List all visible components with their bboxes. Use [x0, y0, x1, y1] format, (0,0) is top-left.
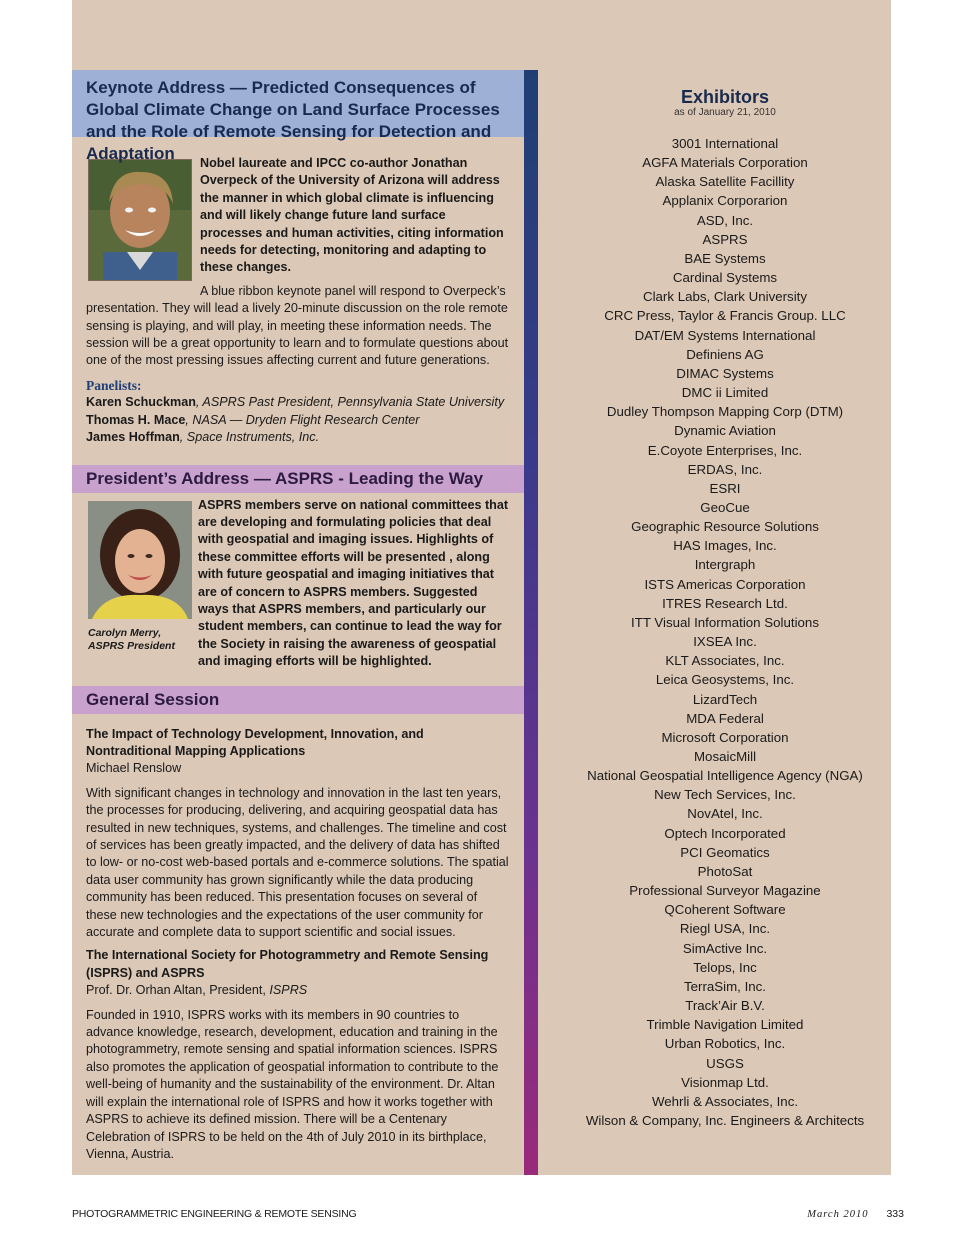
- exhibitor-item: MDA Federal: [686, 710, 764, 726]
- exhibitor-item: DMC ii Limited: [681, 385, 769, 401]
- general-session-heading: General Session: [72, 686, 524, 714]
- footer-right: [807, 1208, 904, 1220]
- panelist-name: Thomas H. Mace: [86, 412, 186, 427]
- exhibitor-item: ITT Visual Information Solutions: [631, 614, 819, 630]
- overpeck-photo: [88, 159, 192, 281]
- exhibitor-item: Telops, Inc: [693, 959, 757, 975]
- keynote-section: [72, 155, 524, 447]
- exhibitor-item: Trimble Navigation Limited: [646, 1017, 804, 1033]
- exhibitor-item: TerraSim, Inc.: [683, 978, 766, 994]
- exhibitor-item: ITRES Research Ltd.: [662, 595, 788, 611]
- footer-journal: PHOTOGRAMMETRIC ENGINEERING & REMOTE SENSING: [72, 1208, 357, 1220]
- talk-title: The Impact of Technology Development, Innovation, and Nontraditional Mapping Applications: [86, 726, 424, 758]
- talk-speaker-org: ISPRS: [269, 983, 308, 998]
- exhibitor-item: Cardinal Systems: [672, 270, 778, 286]
- exhibitor-item: Professional Surveyor Magazine: [629, 883, 821, 899]
- left-column: [72, 70, 524, 1163]
- exhibitor-item: ISTS Americas Corporation: [644, 576, 806, 592]
- talk-abstract: With significant changes in technology and innovation in the last ten years, the processes for producing, delivering, and acquiring geospatial data has resulted in new techniques, systems, and challenges. The timeline and cost of services has been greatly impacted, and the delivery of data has shifted to low- or no-cost web-based portals and e-commerce solutions. The spatial data user community has grown significantly while the data producing community has been reduced. This presentation focuses on several of these new technologies and the expectations of the user community for accurate and complete data to support scientific and social issues.: [86, 785, 509, 940]
- exhibitor-item: MosaicMill: [693, 749, 757, 764]
- talk-speaker: Michael Renslow: [86, 761, 182, 776]
- exhibitor-item: Definiens AG: [686, 346, 764, 362]
- keynote-lead: Nobel laureate and IPCC co-author Jonathan Overpeck of the University of Arizona will address the manner in which global climate is influencing and will likely change future land surface processes and human activities, citing information needs for detecting, monitoring and adapting to these changes.: [200, 156, 504, 275]
- exhibitor-item: Dudley Thompson Mapping Corp (DTM): [606, 404, 844, 420]
- panelist-name: James Hoffman: [86, 430, 180, 445]
- exhibitor-item: Dynamic Aviation: [674, 423, 776, 439]
- photo-caption: [88, 627, 192, 653]
- exhibitor-item: Alaska Satellite Facillity: [655, 174, 795, 190]
- talk-speaker-line: [86, 982, 510, 999]
- exhibitor-item: Wilson & Company, Inc. Engineers & Architects: [585, 1112, 865, 1128]
- panelist-affiliation: , ASPRS Past President, Pennsylvania State University: [195, 395, 505, 410]
- panelist-item: [86, 412, 510, 429]
- merry-photo: [88, 501, 192, 619]
- exhibitor-item: ASD, Inc.: [696, 212, 754, 228]
- exhibitor-item: BAE Systems: [684, 250, 766, 266]
- exhibitor-item: Riegl USA, Inc.: [679, 921, 771, 937]
- exhibitor-item: Applanix Corporarion: [662, 193, 788, 209]
- exhibitor-item: NovAtel, Inc.: [687, 806, 763, 822]
- exhibitor-item: ASPRS: [702, 231, 748, 247]
- keynote-body: A blue ribbon keynote panel will respond to Overpeck’s presentation. They will lead a lively 20-minute discussion on the role remote sensing is playing, and will play, in meeting these information needs. The session will be a great opportunity to learn and to formulate questions about one of the most pressing issues affecting current and future generations.: [86, 283, 509, 368]
- exhibitor-item: CRC Press, Taylor & Francis Group. LLC: [604, 308, 846, 324]
- exhibitor-item: HAS Images, Inc.: [673, 538, 777, 554]
- exhibitor-item: SimActive Inc.: [682, 940, 768, 956]
- exhibitor-item: Visionmap Ltd.: [681, 1074, 769, 1090]
- general-session-section: [72, 726, 524, 1164]
- exhibitor-item: Clark Labs, Clark University: [642, 289, 808, 305]
- president-section: [72, 497, 524, 671]
- exhibitors-column: [560, 70, 890, 1130]
- caption-role: ASPRS President: [88, 639, 175, 652]
- exhibitor-item: ERDAS, Inc.: [687, 461, 763, 477]
- exhibitors-title: Exhibitors: [680, 87, 769, 107]
- exhibitor-item: Wehrli & Associates, Inc.: [651, 1093, 799, 1109]
- exhibitor-item: LizardTech: [692, 691, 758, 707]
- exhibitor-item: E.Coyote Enterprises, Inc.: [647, 442, 803, 458]
- exhibitor-item: Intergraph: [694, 557, 756, 573]
- page-number: 333: [886, 1208, 904, 1220]
- exhibitor-item: National Geospatial Intelligence Agency (NGA): [587, 768, 863, 784]
- exhibitors-list: [560, 134, 890, 1130]
- panelist-affiliation: , NASA — Dryden Flight Research Center: [185, 412, 420, 427]
- exhibitor-item: 3001 International: [671, 136, 779, 151]
- exhibitor-item: Geographic Resource Solutions: [631, 519, 819, 535]
- exhibitor-item: PhotoSat: [697, 863, 753, 879]
- exhibitor-item: Leica Geosystems, Inc.: [655, 672, 795, 688]
- talk-abstract: Founded in 1910, ISPRS works with its members in 90 countries to advance knowledge, research, development, education and training in the photogrammetry, remote sensing and spatial information sciences. ISPRS also promotes the application of geospatial information to contribute to the well-being of humanity and the sustainability of the environment. Dr. Altan will explain the international role of ISPRS and how it works together with ASPRS to achieve its defined mission. There will be a Centenary Celebration of ISPRS to be held on the 4th of July 2010 in its birthplace, Vienna, Austria.: [86, 1007, 499, 1161]
- exhibitor-item: DIMAC Systems: [676, 365, 774, 381]
- talk-speaker: Prof. Dr. Orhan Altan, President,: [86, 983, 270, 998]
- panelist-affiliation: , Space Instruments, Inc.: [179, 430, 320, 445]
- exhibitor-item: IXSEA Inc.: [693, 634, 757, 650]
- exhibitor-item: Track’Air B.V.: [685, 998, 765, 1014]
- caption-name: Carolyn Merry,: [88, 626, 162, 639]
- panelist-item: [86, 429, 510, 446]
- president-heading: President’s Address — ASPRS - Leading the Way: [72, 465, 524, 493]
- president-body: ASPRS members serve on national committees that are developing and formulating policies that deal with geospatial and imaging issues. Highlights of these committee efforts will be presented , along with future geospatial and imaging initiatives that are of concern to ASPRS members. Suggested ways that ASPRS members, and particularly our student members, can continue to lead the way for the Society in raising the awareness of geospatial and imaging efforts will be highlighted.: [198, 497, 509, 669]
- footer-month: March 2010: [807, 1209, 869, 1220]
- exhibitor-item: ESRI: [709, 480, 741, 496]
- panelist-item: [86, 394, 510, 411]
- exhibitors-date: as of January 21, 2010: [674, 107, 776, 118]
- exhibitor-item: DAT/EM Systems International: [634, 327, 816, 343]
- talk-title: The International Society for Photogrammetry and Remote Sensing (ISPRS) and ASPRS: [86, 948, 489, 980]
- exhibitor-item: New Tech Services, Inc.: [654, 787, 796, 803]
- exhibitor-item: KLT Associates, Inc.: [665, 653, 785, 669]
- exhibitor-item: Optech Incorporated: [664, 825, 786, 841]
- panelist-name: Karen Schuckman: [86, 395, 196, 410]
- exhibitor-item: Urban Robotics, Inc.: [664, 1036, 786, 1052]
- exhibitor-item: PCI Geomatics: [680, 844, 770, 860]
- exhibitor-item: GeoCue: [700, 499, 750, 515]
- exhibitor-item: USGS: [706, 1055, 744, 1071]
- column-divider-bar: [524, 70, 538, 1175]
- exhibitor-item: Microsoft Corporation: [661, 729, 789, 745]
- exhibitor-item: QCoherent Software: [664, 902, 786, 918]
- exhibitor-item: AGFA Materials Corporation: [642, 155, 808, 171]
- panelists-label: Panelists:: [86, 377, 142, 393]
- keynote-heading: Keynote Address — Predicted Consequences of Global Climate Change on Land Surface Processes and the Role of Remote Sensing for Detection and Adaptation: [72, 70, 524, 137]
- merry-photo-block: [88, 501, 192, 653]
